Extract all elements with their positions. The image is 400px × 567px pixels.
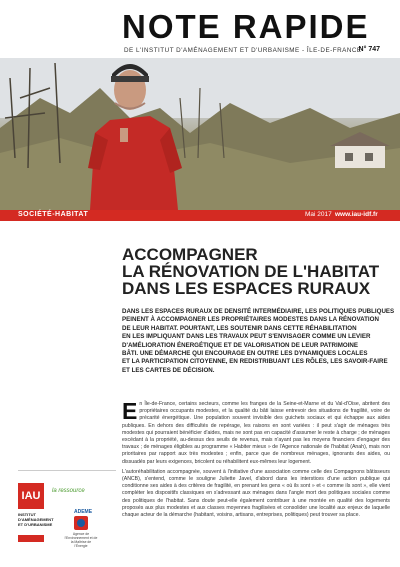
- region-logo: [18, 535, 44, 542]
- main-headline: [122, 246, 387, 297]
- lead-line: DE LEUR HABITAT. POURTANT, LES SOUTENIR DANS CETTE RÉHABILITATION: [122, 324, 357, 332]
- divider: [18, 470, 116, 471]
- body-paragraph-1: [122, 398, 390, 466]
- body-text: [122, 398, 390, 522]
- lead-line: PEINENT À ACCOMPAGNER LES PROPRIÉTAIRES MODESTES DANS LA RÉNOVATION: [122, 316, 379, 324]
- iau-logo-text: IAU: [21, 490, 41, 502]
- body-paragraph-1-text: n Île-de-France, certains secteurs, comme les franges de la Seine-et-Marne et du Val-d'Oise, abritent des propriétaires occupants modestes, et la qualité du bâti laisse entrevoir des situations de fragilité, voire de précarité énergétique. Une population souvent invisible des guichets sociaux et qui échappe aux aides publiques. En dehors des difficultés de repérage, les raisons en sont variées : il peut s'agir de ménages très modestes qui pourraient bénéficier d'aides, mais ne sont pas en capacité d'assumer le reste à charge ; de ménages excédant à la propriété, au-dessus des seuils de revenus, mais n'ayant pas les moyens financiers d'engager des travaux ; de ménages éligibles au programme « Habiter mieux » de l'Agence nationale de l'habitat (Anah), mais non prioritaires par rapport aux très modestes ; enfin, parce que de nombreux ménages, ignorants des aides, ou dissuadés par leurs exigences, bricolent ou réhabilitent eux-mêmes leur logement.: [122, 401, 390, 465]
- ademe-wordmark: ADEME: [74, 509, 93, 515]
- iau-name: INSTITUT D'AMÉNAGEMENT ET D'URBANISME: [18, 512, 54, 527]
- headline-line: DANS LES ESPACES RURAUX: [122, 279, 371, 298]
- iau-logo: [18, 483, 44, 509]
- publication-subtitle: DE L'INSTITUT D'AMÉNAGEMENT ET D'URBANISME - ÎLE-DE-FRANCE: [124, 47, 362, 54]
- headline-line: ACCOMPAGNER: [122, 245, 258, 264]
- cover-photo-illustration: [0, 58, 400, 210]
- ademe-caption: Agence de l'Environnement et de la Maîtrise de l'Énergie: [64, 532, 98, 548]
- lead-line: BÂTI. UNE DÉMARCHE QUI ENCOURAGE EN OUTRE LES DYNAMIQUES LOCALES: [122, 350, 368, 358]
- category-label: SOCIÉTÉ-HABITAT: [18, 211, 89, 218]
- website-link[interactable]: www.iau-idf.fr: [335, 211, 378, 218]
- lead-line: EN LES IMPLIQUANT DANS LES TRAVAUX PEUT S'ENVISAGER COMME UN LEVIER: [122, 333, 371, 341]
- issue-number: N° 747: [358, 46, 380, 53]
- headline-line: LA RÉNOVATION DE L'HABITAT: [122, 262, 380, 281]
- lead-line: ET LES CARTES DE DÉCISION.: [122, 366, 215, 374]
- lead-paragraph: [122, 308, 395, 375]
- publication-title: NOTE RAPIDE: [122, 8, 370, 45]
- lead-line: ET LA PARTICIPATION CITOYENNE, EN REDISTRIBUANT LES RÔLES, LES SAVOIR-FAIRE: [122, 358, 388, 366]
- lead-line: DANS LES ESPACES RURAUX DE DENSITÉ INTERMÉDIAIRE, LES POLITIQUES PUBLIQUES: [122, 308, 395, 315]
- cover-photo: [0, 58, 400, 210]
- ademe-logo: [74, 516, 88, 530]
- issue-date: Mai 2017: [305, 211, 332, 218]
- ressource-logo: la ressource: [52, 488, 85, 494]
- drop-cap: E: [122, 398, 138, 424]
- lead-line: D'AMÉLIORATION ÉNERGÉTIQUE ET DE VALORISATION DE LEUR PATRIMOINE: [122, 341, 359, 349]
- body-paragraph-2: L'autoréhabilitation accompagnée, souvent à l'initiative d'une association comme celle des Compagnons bâtisseurs (ANCB), s'entend, comme le souligne Juliette Javel, d'abord dans les interstices d'une action publique qui conditionne ses aides à des critères de fragilité, en prenant les gens « où ils sont » et « comme ils sont », elle vient compléter les dispositifs classiques en s'adressant aux ménages dans l'angle mort des politiques sociales comme des politiques de l'habitat. Sans doute peut-elle également contribuer à une montée en qualité des logements proposés aux plus modestes et aux classes moyennes fragilisées et consolider une localité aux enjeux de laquelle chaque acteur de la démarche (habitant, voisins, artisans, entreprises, politiques) peut trouver sa place.: [122, 468, 390, 519]
